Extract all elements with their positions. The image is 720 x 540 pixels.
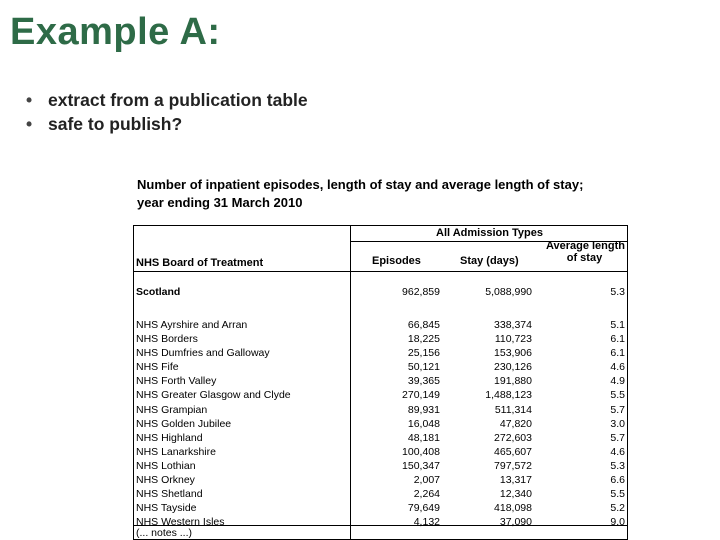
table-row: [134, 360, 627, 374]
table-row: [134, 417, 627, 431]
table-row-scotland: [134, 285, 627, 299]
row-episodes: 25,156: [407, 347, 440, 360]
data-table: [133, 225, 628, 540]
table-row: [134, 487, 627, 501]
row-average: 5.3: [610, 286, 625, 298]
bullet-text: safe to publish?: [48, 114, 183, 134]
row-stay: 13,317: [499, 474, 532, 487]
row-stay: 797,572: [494, 459, 532, 472]
row-name: NHS Forth Valley: [136, 375, 217, 388]
row-name: NHS Dumfries and Galloway: [136, 347, 270, 360]
row-episodes: 66,845: [407, 319, 440, 331]
row-stay: 338,374: [494, 319, 532, 331]
slide-title: Example A:: [10, 11, 221, 53]
row-name: NHS Greater Glasgow and Clyde: [136, 389, 291, 402]
row-name: NHS Tayside: [136, 502, 197, 515]
row-name: NHS Lanarkshire: [136, 445, 216, 458]
row-episodes: 16,048: [407, 417, 440, 430]
row-episodes: 2,264: [413, 488, 440, 501]
column-header-episodes: Episodes: [372, 255, 421, 267]
row-name: NHS Lothian: [136, 459, 196, 472]
row-stay: 418,098: [494, 502, 532, 515]
row-average: 4.9: [610, 375, 625, 388]
row-average: 6.1: [610, 333, 625, 346]
table-row: [134, 501, 627, 515]
column-header-average-line: Average length: [545, 240, 625, 252]
row-average: 3.0: [610, 417, 625, 430]
row-average: 5.7: [610, 431, 625, 444]
row-stay: 272,603: [494, 431, 532, 444]
bullet-dot-icon: •: [26, 114, 33, 134]
row-episodes: 89,931: [407, 403, 440, 416]
table-row: [134, 515, 627, 529]
board-rows: [134, 318, 627, 529]
row-average: 6.6: [610, 474, 625, 487]
row-episodes: 4,132: [413, 516, 440, 529]
row-stay: 230,126: [494, 361, 532, 374]
table-caption-line: year ending 31 March 2010: [137, 195, 303, 210]
table-row: [134, 445, 627, 459]
row-name: NHS Fife: [136, 361, 179, 374]
row-average: 6.1: [610, 347, 625, 360]
table-notes: (... notes ...): [136, 527, 193, 539]
row-name: NHS Western Isles: [136, 516, 225, 529]
column-header-average: [546, 240, 625, 264]
row-episodes: 50,121: [407, 361, 440, 374]
row-stay: 153,906: [494, 347, 532, 360]
bullet-text: extract from a publication table: [48, 90, 308, 110]
table-row: [134, 318, 627, 332]
row-average: 4.6: [610, 361, 625, 374]
row-name: NHS Borders: [136, 333, 198, 346]
row-average: 5.2: [610, 502, 625, 515]
table-caption-line: Number of inpatient episodes, length of stay and average length of stay;: [137, 177, 584, 192]
row-name: NHS Orkney: [136, 474, 195, 487]
table-row: [134, 473, 627, 487]
row-name: Scotland: [136, 286, 181, 298]
group-header: All Admission Types: [436, 227, 543, 239]
row-average: 5.3: [610, 459, 625, 472]
column-header-board: NHS Board of Treatment: [136, 257, 264, 269]
table-row: [134, 431, 627, 445]
row-name: NHS Grampian: [136, 403, 208, 416]
table-row: [134, 403, 627, 417]
row-episodes: 18,225: [407, 333, 440, 346]
column-header-average-line: of stay: [566, 252, 603, 264]
table-row: [134, 459, 627, 473]
row-name: NHS Highland: [136, 431, 203, 444]
row-episodes: 962,859: [402, 286, 440, 298]
row-stay: 1,488,123: [485, 389, 532, 402]
row-average: 5.7: [610, 403, 625, 416]
row-stay: 465,607: [494, 445, 532, 458]
table-row: [134, 332, 627, 346]
row-stay: 12,340: [499, 488, 532, 501]
row-episodes: 48,181: [407, 431, 440, 444]
table-row: [134, 346, 627, 360]
bullet-item: [26, 112, 308, 136]
row-episodes: 270,149: [402, 389, 440, 402]
row-average: 5.5: [610, 389, 625, 402]
row-episodes: 39,365: [407, 375, 440, 388]
row-average: 4.6: [610, 445, 625, 458]
table-row: [134, 388, 627, 402]
row-stay: 5,088,990: [485, 286, 532, 298]
row-stay: 110,723: [494, 333, 532, 346]
row-average: 5.5: [610, 488, 625, 501]
row-average: 5.1: [610, 319, 625, 331]
header-divider: [134, 271, 627, 272]
row-episodes: 150,347: [402, 459, 440, 472]
row-stay: 37,090: [499, 516, 532, 529]
row-episodes: 79,649: [407, 502, 440, 515]
bullet-list: [26, 88, 308, 136]
bullet-dot-icon: •: [26, 90, 33, 110]
row-name: NHS Golden Jubilee: [136, 417, 232, 430]
table-row: [134, 374, 627, 388]
row-name: NHS Ayrshire and Arran: [136, 319, 248, 331]
row-episodes: 2,007: [413, 474, 440, 487]
table-caption: [137, 176, 583, 212]
bullet-item: [26, 88, 308, 112]
column-header-stay: Stay (days): [460, 255, 519, 267]
row-stay: 47,820: [499, 417, 532, 430]
row-stay: 191,880: [494, 375, 532, 388]
row-episodes: 100,408: [402, 445, 440, 458]
row-name: NHS Shetland: [136, 488, 203, 501]
row-average: 9.0: [610, 516, 625, 529]
row-stay: 511,314: [494, 403, 532, 416]
